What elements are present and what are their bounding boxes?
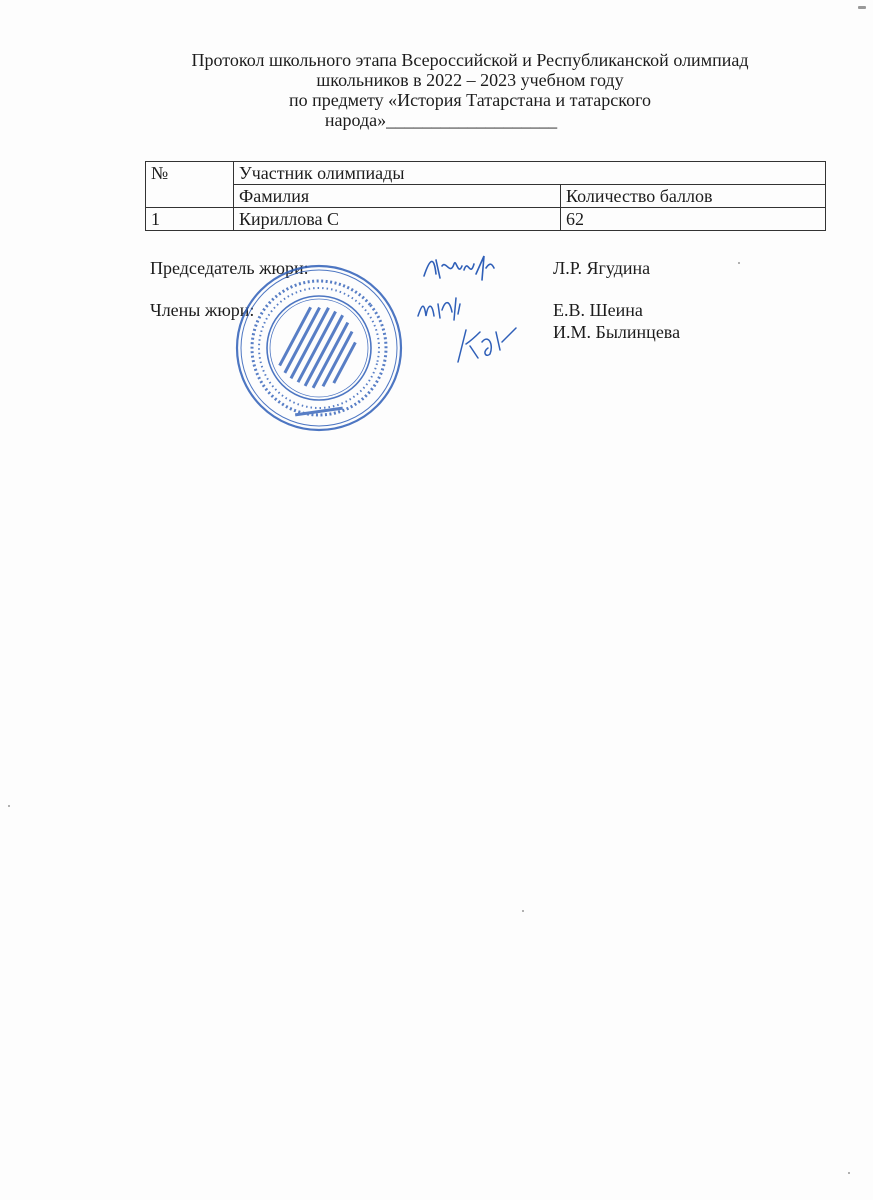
row-surname: Кириллова С [234, 208, 561, 231]
member-2-signature [452, 322, 522, 366]
scan-speck [8, 805, 10, 807]
table-row [146, 208, 826, 231]
header-surname: Фамилия [234, 185, 561, 208]
header-score: Количество баллов [561, 185, 826, 208]
table-header-row [146, 162, 826, 185]
jury-chair-name: Л.Р. Ягудина [553, 258, 651, 278]
row-score: 62 [561, 208, 826, 231]
jury-chair-label: Председатель жюри: [150, 258, 309, 278]
scan-speck [848, 1172, 850, 1174]
title-line-2: школьников в 2022 – 2023 учебном году [316, 70, 624, 90]
row-number: 1 [146, 208, 234, 231]
scan-speck [858, 6, 866, 9]
header-participant: Участник олимпиады [234, 162, 826, 185]
header-number: № [146, 162, 234, 208]
chair-signature [420, 250, 500, 286]
member-1-signature [414, 290, 474, 324]
results-table [145, 161, 826, 231]
table-subheader-row [146, 185, 826, 208]
title-line-1: Протокол школьного этапа Всероссийской и Республиканской олимпиад [191, 50, 749, 70]
title-line-3: по предмету «История Татарстана и татарского [288, 90, 652, 110]
jury-member-1: Е.В. Шеина [553, 300, 643, 320]
jury-member-2: И.М. Былинцева [553, 322, 681, 342]
scan-speck [522, 910, 524, 912]
scan-speck [738, 262, 740, 264]
title-line-4: народа»___________________ [324, 110, 558, 130]
protocol-title [150, 50, 790, 130]
official-stamp [233, 262, 405, 434]
jury-members-label: Члены жюри: [150, 300, 255, 320]
